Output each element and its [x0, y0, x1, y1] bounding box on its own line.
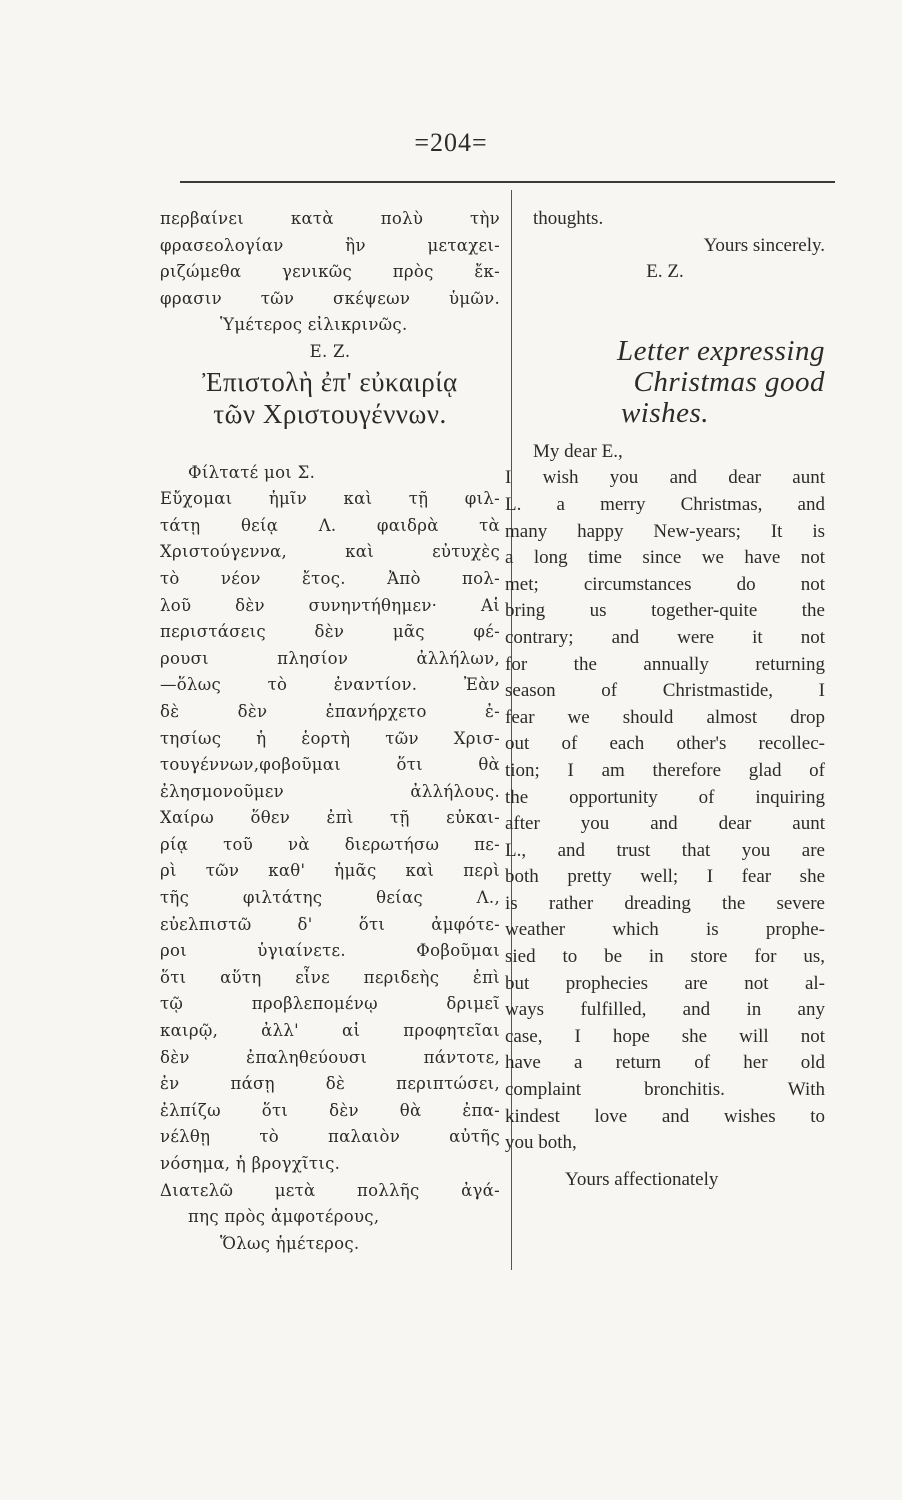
- greek-column: [160, 206, 500, 1257]
- text-line: but prophecies are not al-: [505, 972, 825, 994]
- text-line: a long time since we have not: [505, 547, 825, 569]
- text-line: I wish you and dear aunt: [505, 467, 825, 489]
- text-line: τουγέννων,φοβοῦμαι ὅτι θὰ: [160, 755, 500, 775]
- text-line: ways fulfilled, and in any: [505, 999, 825, 1021]
- text-line: Διατελῶ μετὰ πολλῆς ἀγά-: [160, 1180, 500, 1200]
- english-closing: Yours sincerely.: [703, 234, 825, 256]
- text-line: fear we should almost drop: [505, 706, 825, 728]
- english-intro: thoughts.: [533, 208, 604, 229]
- text-line: ἐλπίζω ὅτι δὲν θὰ ἐπα-: [160, 1100, 500, 1120]
- text-line: —ὅλως τὸ ἐναντίον. Ἐὰν: [160, 675, 500, 695]
- text-line: εὐελπιστῶ δ' ὅτι ἀμφότε-: [160, 914, 500, 934]
- text-line: τῆς φιλτάτης θείας Λ.,: [160, 888, 500, 908]
- text-line: ὅτι αὕτη εἶνε περιδεὴς ἐπὶ: [160, 967, 500, 987]
- text-line: Χαίρω ὅθεν ἐπὶ τῇ εὐκαι-: [160, 808, 500, 828]
- text-line: δὲν ἐπαληθεύουσι πάντοτε,: [160, 1047, 500, 1067]
- text-line: sied to be in store for us,: [505, 946, 825, 968]
- text-line: ἐν πάσῃ δὲ περιπτώσει,: [160, 1074, 500, 1094]
- text-line: complaint bronchitis. With: [505, 1079, 825, 1101]
- text-line: δὲ δὲν ἐπανήρχετο ἐ-: [160, 701, 500, 721]
- heading-line: τῶν Χριστουγέννων.: [213, 398, 447, 429]
- text-line: νέλθῃ τὸ παλαιὸν αὐτῆς: [160, 1127, 500, 1147]
- text-line: ἐλησμονοῦμεν ἀλλήλους.: [160, 781, 500, 801]
- greek-salutation: Φίλτατέ μοι Σ.: [188, 462, 316, 482]
- text-line: L., and trust that you are: [505, 839, 825, 861]
- header-rule: [180, 181, 835, 183]
- heading-line: Ἐπιστολὴ ἐπ' εὐκαιρίᾳ: [202, 366, 458, 397]
- english-salutation: My dear E.,: [533, 440, 623, 462]
- heading-line: Christmas good: [633, 366, 825, 398]
- text-line: both pretty well; I fear she: [505, 866, 825, 888]
- text-line: many happy New-years; It is: [505, 520, 825, 542]
- text-line: Εὔχομαι ἡμῖν καὶ τῇ φιλ-: [160, 489, 500, 509]
- text-line: νόσημα, ἡ βρογχῖτις.: [160, 1154, 341, 1173]
- text-line: contrary; and were it not: [505, 626, 825, 648]
- greek-intro: [160, 206, 500, 312]
- text-line: after you and dear aunt: [505, 813, 825, 835]
- text-line: out of each other's recollec-: [505, 733, 825, 755]
- text-line: λοῦ δὲν συνηντήθημεν· Αἱ: [160, 595, 500, 615]
- greek-final-closing: Ὅλως ἡμέτερος.: [220, 1233, 360, 1253]
- text-line: ρίᾳ τοῦ νὰ διερωτήσω πε-: [160, 834, 500, 854]
- english-signature: E. Z.: [646, 261, 684, 283]
- english-body: [505, 465, 825, 1156]
- text-line: for the annually returning: [505, 653, 825, 675]
- text-line: Χριστούγεννα, καὶ εὐτυχὲς: [160, 542, 500, 562]
- text-line: φρασιν τῶν σκέψεων ὑμῶν.: [160, 288, 500, 308]
- heading-line: wishes.: [620, 397, 710, 429]
- greek-closing: Ὑμέτερος εἰλικρινῶς.: [220, 315, 408, 335]
- greek-letter-heading: [160, 366, 500, 430]
- text-line: case, I hope she will not: [505, 1025, 825, 1047]
- text-line: περιστάσεις δὲν μᾶς φέ-: [160, 622, 500, 642]
- text-line: met; circumstances do not: [505, 573, 825, 595]
- text-line: ριζώμεθα γενικῶς πρὸς ἔκ-: [160, 262, 500, 282]
- text-line: you both,: [505, 1132, 577, 1154]
- text-line: season of Christmastide, I: [505, 680, 825, 702]
- greek-body: [160, 486, 500, 1257]
- english-letter-heading: [505, 336, 825, 429]
- heading-line: Letter expressing: [617, 335, 825, 367]
- text-line: πης πρὸς ἀμφοτέρους,: [188, 1207, 380, 1227]
- text-line: τάτῃ θείᾳ Λ. φαιδρὰ τὰ: [160, 515, 500, 535]
- text-line: the opportunity of inquiring: [505, 786, 825, 808]
- text-line: ροι ὑγιαίνετε. Φοβοῦμαι: [160, 941, 500, 961]
- greek-signature: Ε. Ζ.: [309, 341, 351, 361]
- text-line: L. a merry Christmas, and: [505, 493, 825, 515]
- text-line: τῷ προβλεπομένῳ δριμεῖ: [160, 994, 500, 1014]
- text-line: καιρῷ, ἀλλ' αἱ προφητεῖαι: [160, 1021, 500, 1041]
- text-line: is rather dreading the severe: [505, 892, 825, 914]
- text-line: weather which is prophe-: [505, 919, 825, 941]
- text-line: kindest love and wishes to: [505, 1105, 825, 1127]
- page-number: =204=: [414, 128, 488, 157]
- text-line: bring us together-quite the: [505, 600, 825, 622]
- text-line: φρασεολογίαν ἣν μεταχει-: [160, 235, 500, 255]
- text-line: ρουσι πλησίον ἀλλήλων,: [160, 648, 500, 668]
- text-line: τὸ νέον ἔτος. Ἀπὸ πολ-: [160, 568, 500, 588]
- text-line: tion; I am therefore glad of: [505, 759, 825, 781]
- text-line: τησίως ἡ ἑορτὴ τῶν Χρισ-: [160, 728, 500, 748]
- text-line: περβαίνει κατὰ πολὺ τὴν: [160, 209, 500, 228]
- english-column: [505, 206, 825, 1193]
- text-line: have a return of her old: [505, 1052, 825, 1074]
- english-final-closing: Yours affectionately: [565, 1168, 719, 1190]
- text-line: ρὶ τῶν καθ' ἡμᾶς καὶ περὶ: [160, 861, 500, 881]
